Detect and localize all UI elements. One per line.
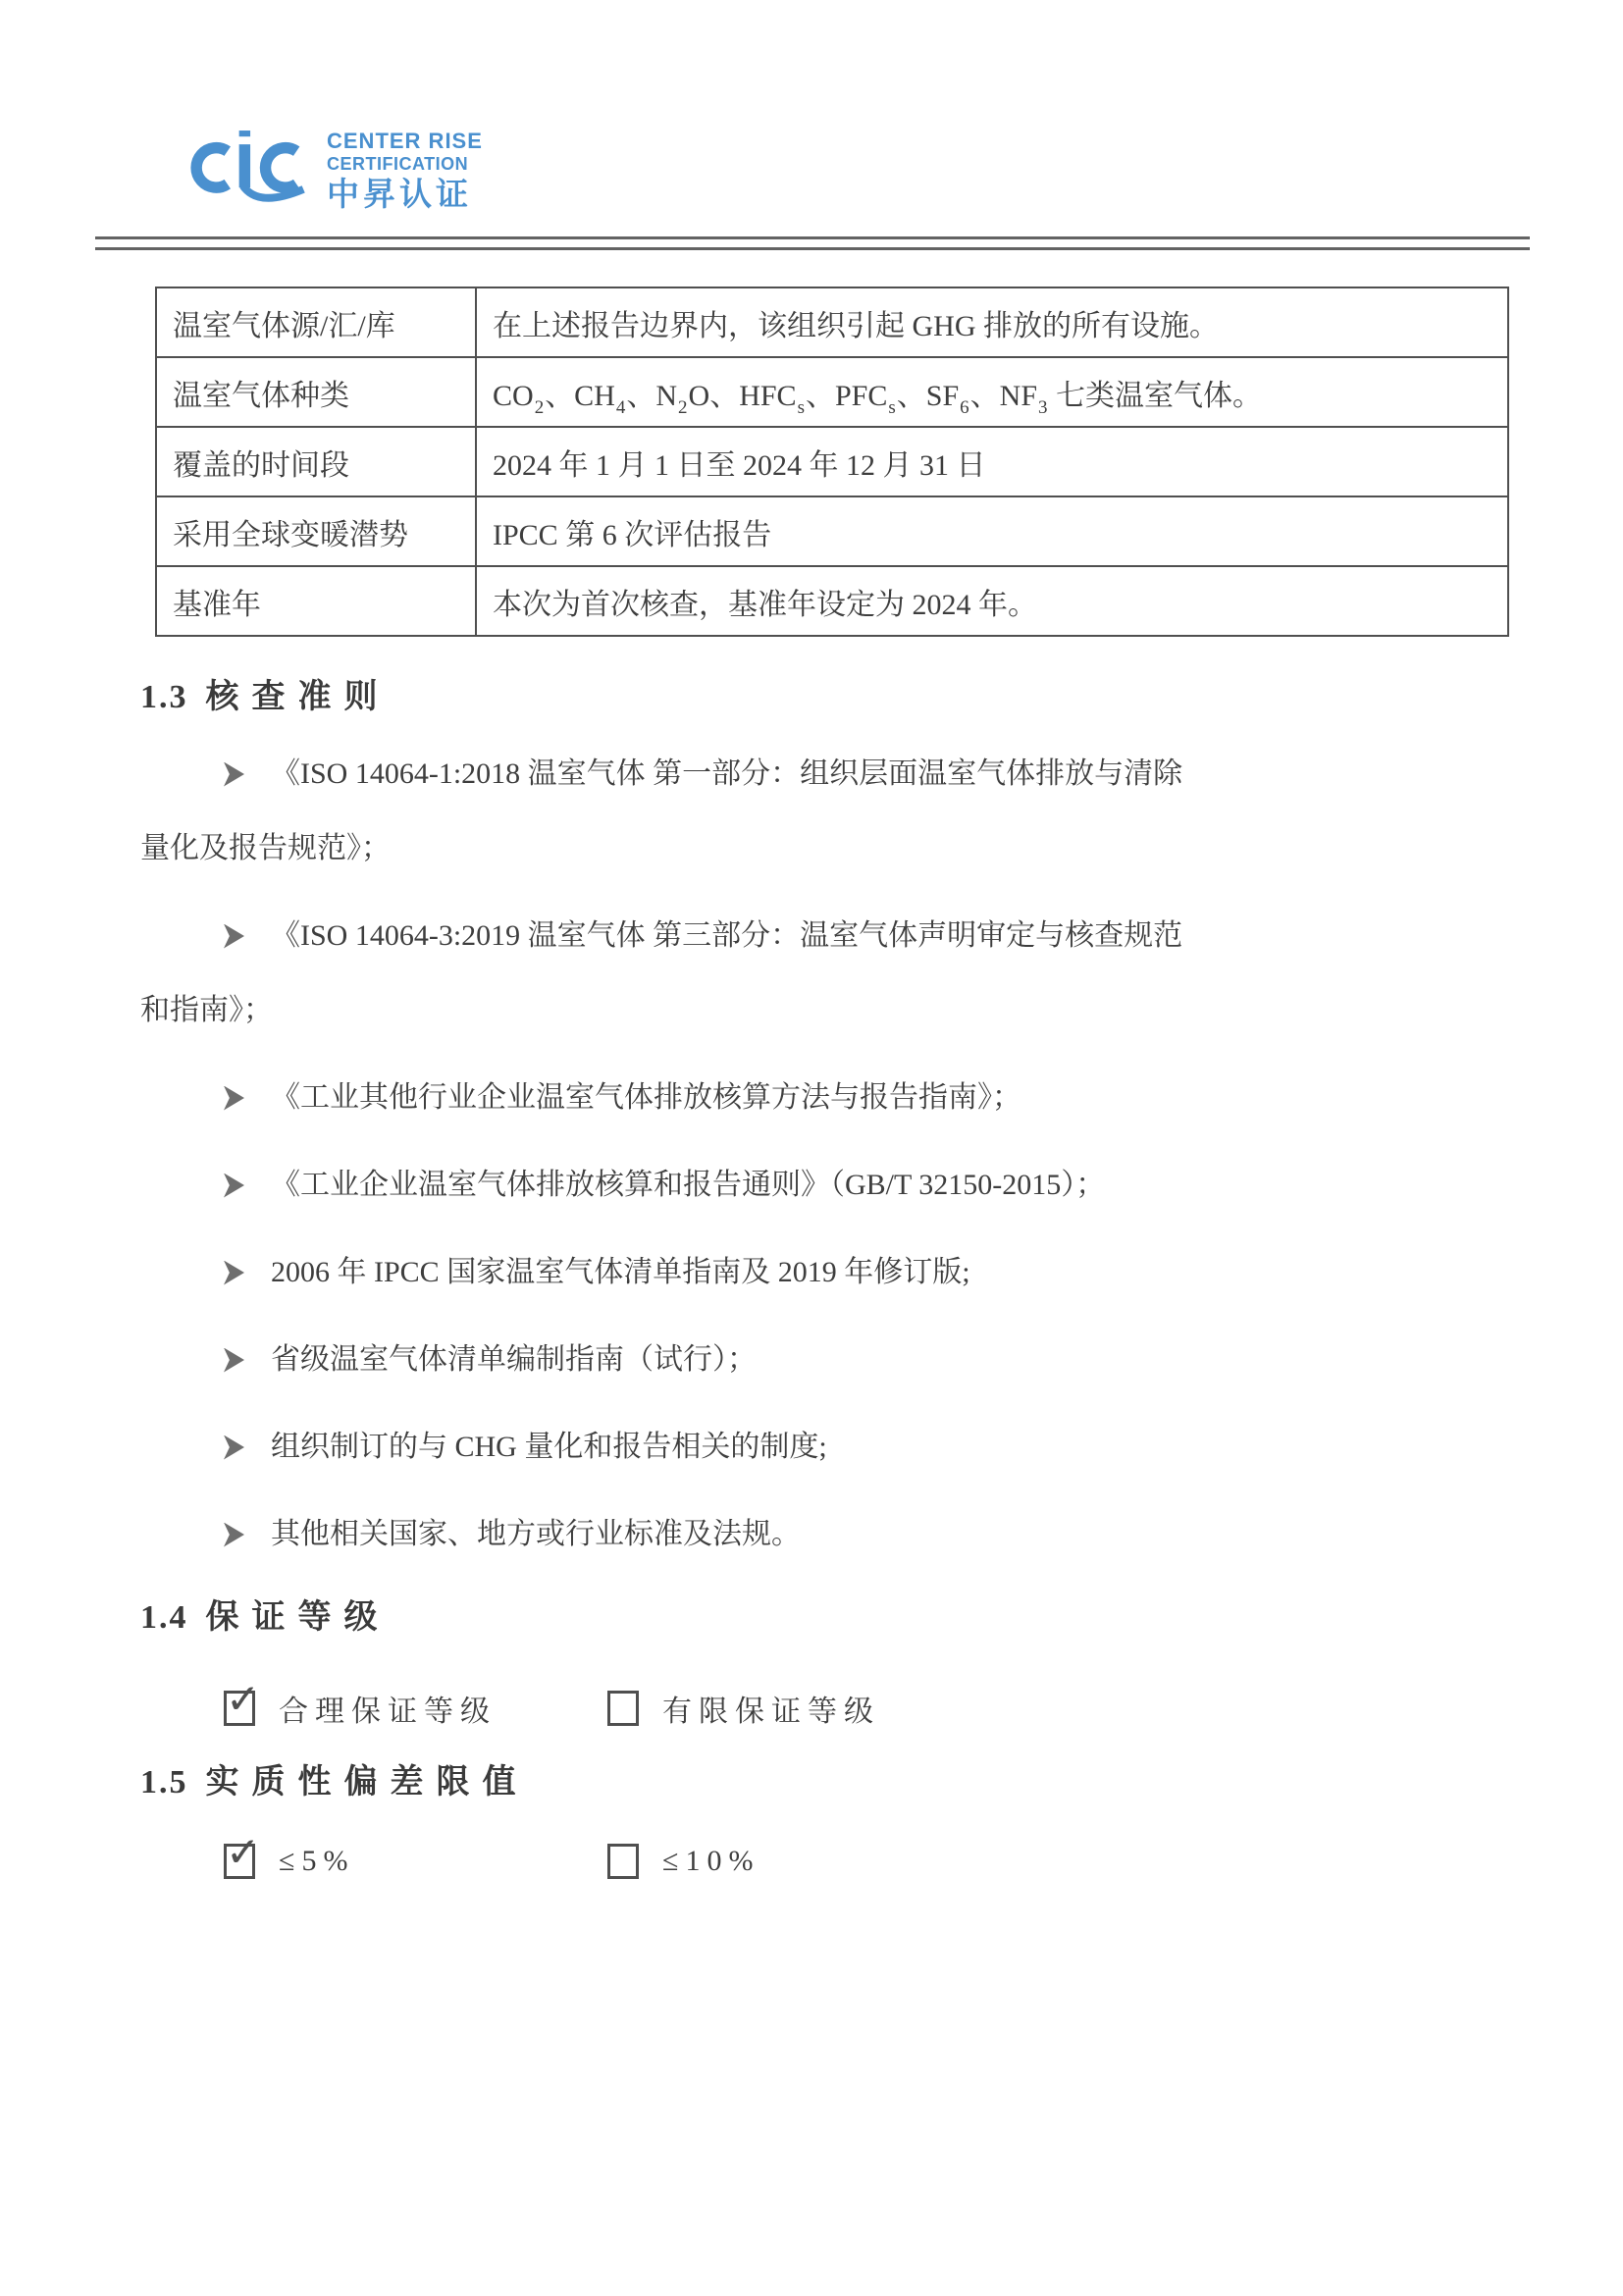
option-label: 合理保证等级 — [279, 1696, 497, 1728]
criteria-text: 《ISO 14064-3:2019 温室气体 第三部分：温室气体声明审定与核查规范 — [271, 919, 1183, 952]
criteria-item — [140, 899, 1526, 1048]
criteria-line-first — [140, 899, 1526, 973]
page-content — [140, 287, 1526, 1895]
info-table-body — [156, 287, 1508, 636]
subscript: 2 — [678, 396, 688, 418]
criteria-item — [140, 1497, 1526, 1572]
row-value: IPCC 第 6 次评估报告 — [476, 496, 1508, 566]
criteria-line-first — [140, 1323, 1526, 1397]
materiality-options — [140, 1828, 1526, 1895]
section-title: 核查准则 — [205, 679, 391, 715]
criteria-line-first — [140, 1235, 1526, 1310]
checkbox-option[interactable] — [607, 1687, 991, 1730]
row-value: 在上述报告边界内，该组织引起 GHG 排放的所有设施。 — [476, 287, 1508, 357]
checkbox-option[interactable] — [607, 1844, 991, 1879]
section-number: 1.5 — [140, 1764, 188, 1800]
section-title: 保证等级 — [205, 1599, 391, 1636]
criteria-text: 组织制订的与 CHG 量化和报告相关的制度; — [271, 1431, 827, 1463]
subscript: s — [888, 396, 896, 418]
criteria-list — [140, 737, 1526, 1572]
criteria-line-first — [140, 1497, 1526, 1572]
row-label: 覆盖的时间段 — [156, 427, 476, 496]
header-divider — [95, 236, 1530, 250]
subscript: s — [797, 396, 805, 418]
section-heading-assurance — [140, 1585, 1526, 1651]
text-segment: 、SF — [896, 379, 960, 412]
checkbox-option[interactable] — [224, 1828, 607, 1879]
criteria-item — [140, 1323, 1526, 1397]
criteria-text: 省级温室气体清单编制指南（试行）； — [271, 1343, 757, 1376]
criteria-line-wrap — [140, 973, 1526, 1048]
criteria-line-first — [140, 737, 1526, 811]
option-label: 有限保证等级 — [662, 1696, 880, 1728]
row-label: 温室气体源/汇/库 — [156, 287, 476, 357]
subscript: 3 — [1038, 396, 1048, 418]
logo-text — [327, 130, 483, 210]
section-heading-criteria — [140, 664, 1526, 731]
bullet-arrow-icon — [224, 924, 244, 949]
check-mark-icon: ✓ — [226, 1828, 261, 1876]
criteria-text: 和指南》； — [140, 994, 273, 1026]
assurance-options — [140, 1675, 1526, 1742]
bullet-arrow-icon — [224, 1174, 244, 1198]
text-segment: 、NF — [969, 379, 1038, 412]
row-value: 2024 年 1 月 1 日至 2024 年 12 月 31 日 — [476, 427, 1508, 496]
logo — [180, 124, 483, 210]
table-row — [156, 427, 1508, 496]
bullet-arrow-icon — [224, 1348, 244, 1373]
criteria-item — [140, 1235, 1526, 1310]
text-segment: 七类温室气体。 — [1048, 379, 1263, 412]
bullet-arrow-icon — [224, 762, 244, 787]
text-segment: O、HFC — [688, 379, 797, 412]
criteria-text: 《ISO 14064-1:2018 温室气体 第一部分：组织层面温室气体排放与清除 — [271, 757, 1183, 790]
criteria-line-first — [140, 1410, 1526, 1485]
checkbox-checked-icon[interactable] — [224, 1675, 261, 1726]
criteria-item — [140, 1148, 1526, 1223]
section-heading-materiality — [140, 1749, 1526, 1816]
table-row — [156, 357, 1508, 427]
criteria-line-wrap — [140, 811, 1526, 886]
bullet-arrow-icon — [224, 1086, 244, 1111]
subscript: 2 — [534, 396, 545, 418]
section-title: 实质性偏差限值 — [205, 1764, 529, 1800]
text-segment: 、PFC — [805, 379, 888, 412]
row-value — [476, 357, 1508, 427]
table-row — [156, 566, 1508, 636]
criteria-text: 量化及报告规范》； — [140, 832, 391, 864]
row-value: 本次为首次核查，基准年设定为 2024 年。 — [476, 566, 1508, 636]
text-segment: 、N — [626, 379, 678, 412]
criteria-text: 《工业其他行业企业温室气体排放核算方法与报告指南》； — [271, 1081, 1021, 1114]
criteria-item — [140, 737, 1526, 886]
table-row — [156, 496, 1508, 566]
bullet-arrow-icon — [224, 1523, 244, 1547]
row-label: 基准年 — [156, 566, 476, 636]
bullet-arrow-icon — [224, 1435, 244, 1460]
criteria-text: 2006 年 IPCC 国家温室气体清单指南及 2019 年修订版; — [271, 1256, 970, 1288]
checkbox-unchecked-icon[interactable] — [607, 1691, 639, 1726]
logo-line-cn: 中昇认证 — [327, 176, 472, 212]
text-segment: CO — [493, 379, 534, 412]
subscript: 6 — [960, 396, 969, 418]
checkbox-option[interactable] — [224, 1675, 607, 1730]
logo-line-1: CENTER RISE — [327, 129, 483, 153]
criteria-item — [140, 1410, 1526, 1485]
info-table — [155, 287, 1509, 637]
bullet-arrow-icon — [224, 1261, 244, 1285]
checkbox-checked-icon[interactable] — [224, 1828, 261, 1879]
criteria-line-first — [140, 1148, 1526, 1223]
criteria-text: 《工业企业温室气体排放核算和报告通则》（GB/T 32150-2015）； — [271, 1169, 1106, 1201]
table-row — [156, 287, 1508, 357]
crc-logo-icon — [180, 124, 315, 210]
section-number: 1.4 — [140, 1599, 188, 1636]
criteria-text: 其他相关国家、地方或行业标准及法规。 — [271, 1518, 801, 1550]
criteria-line-first — [140, 1061, 1526, 1135]
check-mark-icon: ✓ — [226, 1675, 261, 1723]
row-label: 采用全球变暖潜势 — [156, 496, 476, 566]
row-label: 温室气体种类 — [156, 357, 476, 427]
checkbox-unchecked-icon[interactable] — [607, 1844, 639, 1879]
text-segment: 、CH — [545, 379, 615, 412]
option-label: ≤5% — [279, 1845, 355, 1877]
criteria-item — [140, 1061, 1526, 1135]
option-label: ≤10% — [662, 1845, 760, 1877]
logo-line-2: CERTIFICATION — [327, 154, 469, 174]
subscript: 4 — [615, 396, 626, 418]
section-number: 1.3 — [140, 679, 188, 715]
